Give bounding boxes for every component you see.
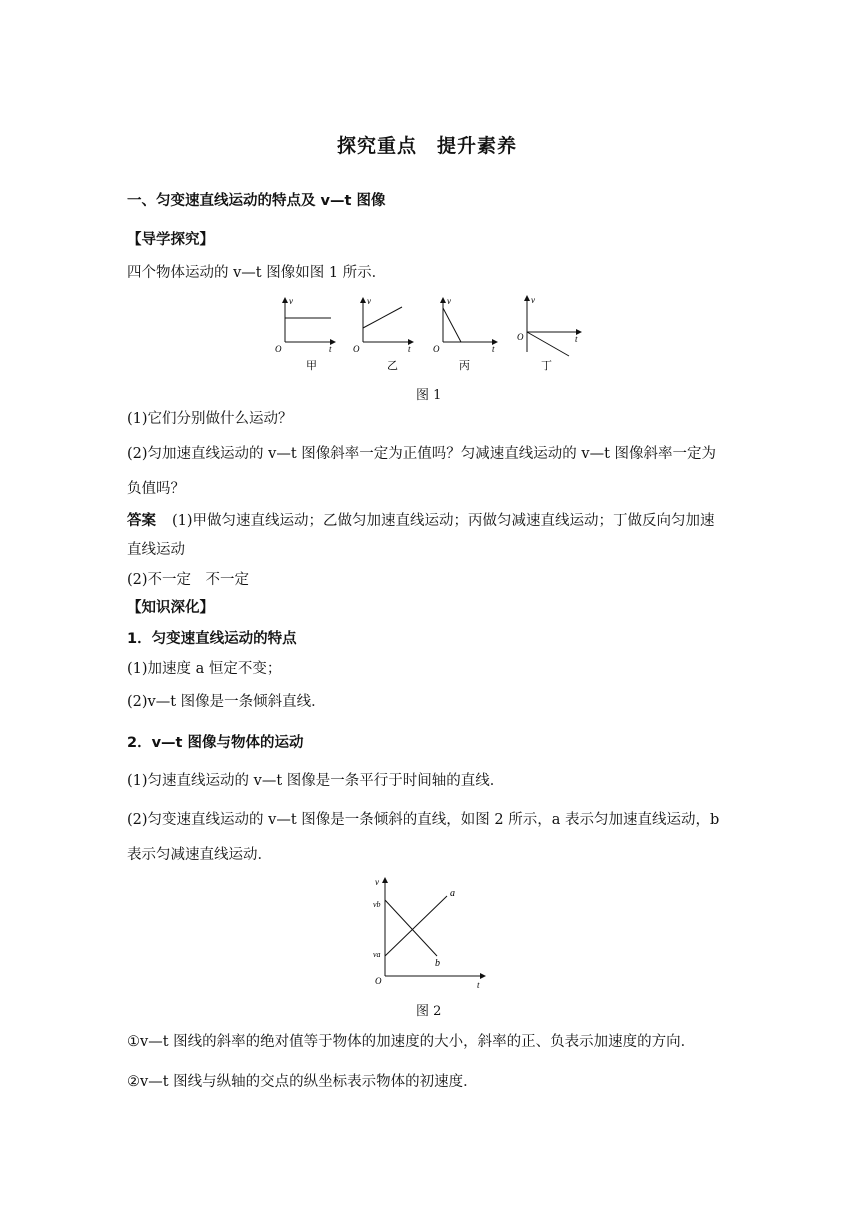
line-a (385, 896, 447, 956)
answer-line-3: (2)不一定 不一定 (127, 572, 250, 588)
figure-1-caption: 图 1 (416, 388, 442, 403)
graph-name: 丁 (541, 360, 552, 372)
axis-label-v: v (289, 296, 293, 306)
graph-name: 乙 (387, 360, 398, 372)
line-b (385, 900, 437, 956)
axis-label-v: v (531, 295, 535, 305)
note-2: ②v—t 图线与纵轴的交点的纵坐标表示物体的初速度． (127, 1074, 478, 1090)
axis-label-t: t (408, 344, 411, 354)
answer-label: 答案 (127, 513, 156, 529)
point-2-heading: 2．v—t 图像与物体的运动 (127, 735, 304, 751)
graph-bing (433, 296, 497, 372)
origin-label: O (375, 976, 382, 986)
answer-line-2: 直线运动 (127, 542, 185, 558)
origin-label: O (517, 332, 524, 342)
question-2-line-2: 负值吗？ (127, 481, 185, 497)
point-1-a: (1)加速度 a 恒定不变； (127, 661, 282, 677)
point-1-heading: 1．匀变速直线运动的特点 (127, 631, 297, 647)
axis-label-v: v (375, 877, 379, 887)
guide-label: 【导学探究】 (127, 232, 214, 248)
graph-name: 丙 (459, 360, 470, 372)
line-a-label: a (450, 888, 455, 899)
page-title: 探究重点 提升素养 (337, 135, 518, 157)
answer-line-1: (1)甲做匀速直线运动；乙做匀加速直线运动；丙做匀减速直线运动；丁做反向匀加速 (172, 513, 715, 529)
figure-2-caption: 图 2 (416, 1004, 442, 1019)
point-2-b-line-2: 表示匀减速直线运动． (127, 847, 272, 863)
origin-label: O (433, 344, 440, 354)
axis-label-v: v (367, 296, 371, 306)
graph-yi (353, 296, 413, 372)
origin-label: O (353, 344, 360, 354)
line-b-label: b (435, 958, 440, 969)
question-2-line-1: (2)匀加速直线运动的 v—t 图像斜率一定为正值吗？匀减速直线运动的 v—t 图像斜率一定为 (127, 446, 717, 462)
origin-label: O (275, 344, 282, 354)
graph-name: 甲 (306, 360, 317, 372)
axis-label-t: t (575, 334, 578, 344)
va-label: va (373, 950, 381, 959)
point-1-b: (2)v—t 图像是一条倾斜直线． (127, 694, 326, 710)
axis-label-t: t (477, 980, 480, 990)
axis-label-v: v (447, 296, 451, 306)
question-1: (1)它们分别做什么运动？ (127, 411, 293, 427)
graph-jia (275, 296, 335, 372)
figure-1 (265, 292, 595, 374)
axis-label-t: t (329, 344, 332, 354)
guide-intro: 四个物体运动的 v—t 图像如图 1 所示． (127, 265, 387, 281)
section-heading: 一、匀变速直线运动的特点及 v—t 图像 (127, 193, 386, 209)
figure-2 (365, 872, 495, 990)
point-2-b-line-1: (2)匀变速直线运动的 v—t 图像是一条倾斜的直线，如图 2 所示，a 表示匀加速直线运动，b (127, 812, 720, 828)
axis-label-t: t (492, 344, 495, 354)
point-2-a: (1)匀速直线运动的 v—t 图像是一条平行于时间轴的直线． (127, 773, 505, 789)
note-1: ①v—t 图线的斜率的绝对值等于物体的加速度的大小，斜率的正、负表示加速度的方向． (127, 1034, 696, 1050)
knowledge-label: 【知识深化】 (127, 600, 214, 616)
vb-label: vb (373, 900, 381, 909)
graph-ding (517, 295, 581, 372)
